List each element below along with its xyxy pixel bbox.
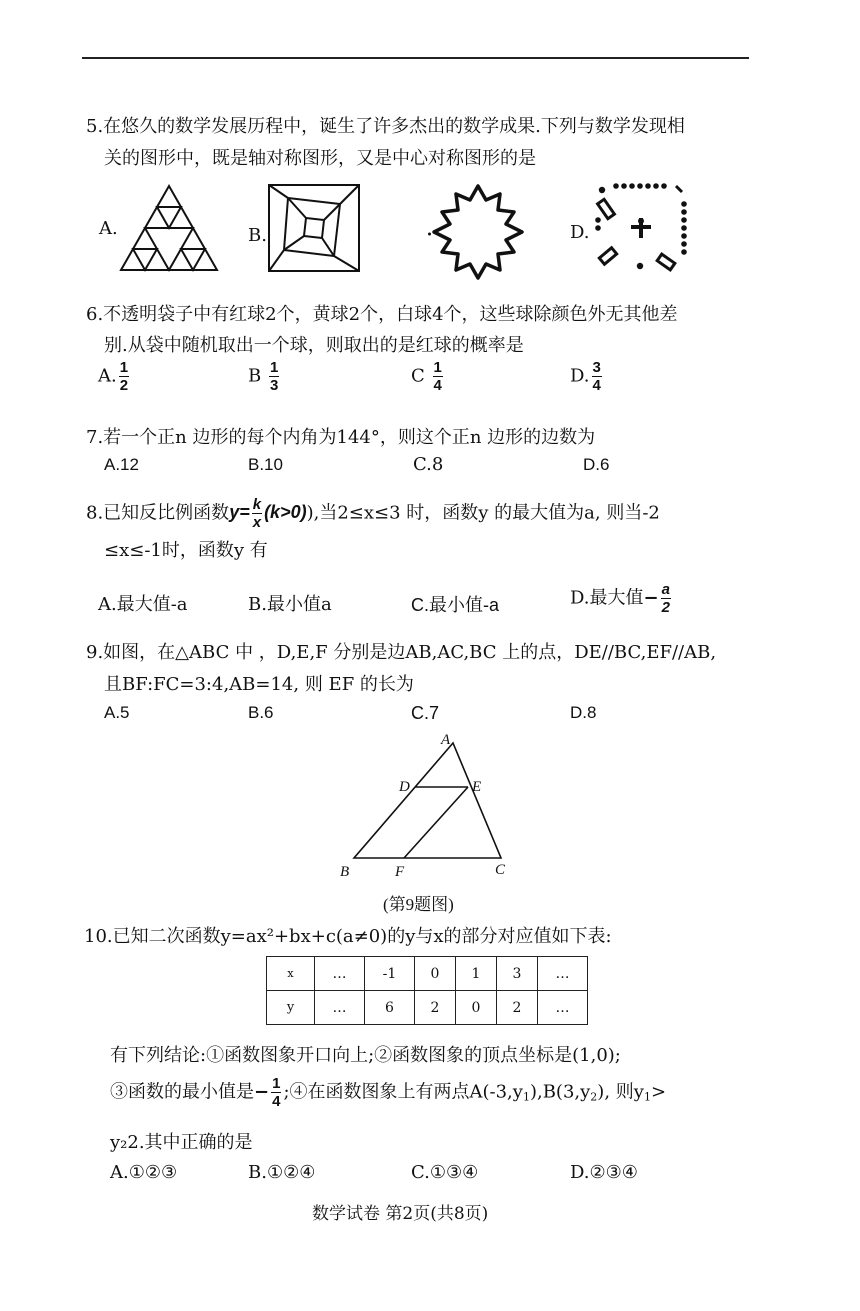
q5-line1: 5.在悠久的数学发展历程中，诞生了许多杰出的数学成果.下列与数学发现相	[86, 116, 685, 137]
q10-option-c[interactable]: C.①③④	[411, 1162, 479, 1183]
pinwheel-square-figure	[268, 184, 360, 272]
koch-snowflake-figure	[428, 182, 528, 282]
q9-option-a[interactable]: A.5	[104, 703, 130, 722]
table-cell: 6	[365, 991, 415, 1025]
triangle-abc-diagram	[336, 728, 516, 883]
table-cell: 0	[415, 957, 456, 991]
value-table	[266, 956, 588, 1025]
triangle-abc	[354, 743, 501, 858]
segment-ef	[404, 787, 468, 858]
table-cell: -1	[365, 957, 415, 991]
fraction-denominator: 4	[592, 377, 601, 394]
sierpinski-triangle-figure	[119, 184, 219, 274]
table-cell: 3	[497, 957, 538, 991]
q5-line2: 关的图形中，既是轴对称图形，又是中心对称图形的是	[104, 148, 536, 169]
table-cell: 2	[497, 991, 538, 1025]
header-rule	[82, 57, 749, 59]
q7-option-b[interactable]: B.10	[248, 455, 283, 474]
q8-option-d-fraction	[661, 582, 671, 615]
q10-question-end: y₂2.其中正确的是	[110, 1132, 253, 1153]
label-b: B	[340, 864, 350, 880]
table-cell: 2	[415, 991, 456, 1025]
fraction-numerator: 1	[272, 1075, 281, 1092]
q6-option-d[interactable]	[570, 360, 604, 393]
q6-line1: 6.不透明袋子中有红球2个，黄球2个，白球4个，这些球除颜色外无其他差	[86, 304, 678, 325]
q8-suffix: ),当2≤x≤3 时，函数y 的最大值为a, 则当-2	[306, 502, 660, 524]
q10-line1: 10.已知二次函数y=ax²+bx+c(a≠0)的y与x的部分对应值如下表:	[84, 926, 612, 947]
fraction-numerator: 1	[119, 359, 129, 376]
q7-line1: 7.若一个正n 边形的每个内角为144°，则这个正n 边形的边数为	[86, 427, 596, 448]
q8-option-b[interactable]: B.最小值a	[248, 594, 332, 615]
q8-function	[229, 496, 307, 531]
fraction-denominator: 2	[661, 599, 670, 616]
q6-option-d-fraction	[592, 360, 602, 393]
q6-option-d-label: D.	[570, 365, 590, 387]
q8-option-d-label: D.最大值	[570, 587, 644, 609]
minus-sign: −	[254, 1081, 270, 1103]
q8-function-fraction	[252, 497, 262, 530]
greater-than-sign: >	[650, 1081, 667, 1103]
q8-option-d[interactable]	[570, 582, 673, 615]
q10-conclusion3-text: ③函数的最小值是	[110, 1081, 254, 1103]
q10-option-a[interactable]: A.①②③	[110, 1162, 178, 1183]
q5-option-d-label: D.	[570, 222, 590, 243]
q8-option-a[interactable]: A.最大值-a	[98, 594, 188, 615]
q10-option-d[interactable]: D.②③④	[570, 1162, 638, 1183]
subscript: 1	[522, 1090, 530, 1104]
table-cell: …	[315, 991, 365, 1025]
fraction-denominator: 4	[433, 377, 442, 394]
q9-option-d[interactable]: D.8	[570, 703, 597, 722]
q6-option-a[interactable]	[98, 360, 131, 393]
q10-conclusion-line1: 有下列结论:①函数图象开口向上;②函数图象的顶点坐标是(1,0);	[110, 1045, 621, 1066]
label-d: D	[399, 779, 410, 795]
figure-9-caption: (第9题图)	[383, 895, 454, 914]
fraction-denominator: 4	[272, 1093, 281, 1110]
table-cell: 0	[456, 991, 497, 1025]
table-cell: …	[538, 957, 588, 991]
q5-option-a-label: A.	[99, 218, 118, 239]
q6-option-a-fraction	[119, 360, 129, 393]
q6-line2: 别.从袋中随机取出一个球，则取出的是红球的概率是	[104, 335, 524, 356]
table-row	[267, 991, 588, 1025]
q6-option-a-label: A.	[98, 365, 117, 387]
q10-conclusion4-text: ;④在函数图象上有两点A(-3,y	[283, 1081, 523, 1103]
fraction-denominator: x	[252, 514, 262, 531]
table-cell: …	[538, 991, 588, 1025]
table-cell: …	[315, 957, 365, 991]
fraction-denominator: 3	[269, 377, 279, 394]
q8-option-c[interactable]: C.最小值-a	[411, 595, 500, 615]
table-cell: y	[267, 991, 315, 1025]
subscript: 2	[590, 1090, 598, 1104]
minus-sign: −	[643, 587, 659, 609]
q10-conclusion-line2	[110, 1076, 666, 1109]
q9-option-c[interactable]: C.7	[411, 703, 440, 723]
q9-line1: 9.如图，在△ABC 中 ，D,E,F 分别是边AB,AC,BC 上的点，DE//BC,EF//AB,	[86, 642, 717, 663]
q8-function-condition: (k>0)	[264, 502, 307, 523]
page-footer: 数学试卷 第2页(共8页)	[312, 1204, 489, 1224]
q6-option-c-fraction	[433, 360, 443, 393]
label-a: A	[441, 732, 451, 748]
label-e: E	[472, 779, 482, 795]
q6-option-c-label: C	[411, 365, 425, 387]
table-row	[267, 957, 588, 991]
q8-function-lhs: y=	[229, 502, 250, 523]
table-cell: 1	[456, 957, 497, 991]
q6-option-b-fraction	[269, 360, 279, 393]
fraction-numerator: 1	[269, 359, 279, 376]
q5-option-b-label: B.	[248, 225, 267, 246]
label-f: F	[395, 864, 405, 880]
q7-option-c[interactable]: C.8	[413, 454, 444, 475]
q6-option-b-label: B	[248, 365, 262, 387]
q9-line2: 且BF:FC=3:4,AB=14, 则 EF 的长为	[104, 674, 414, 695]
q7-option-d[interactable]: D.6	[583, 455, 610, 474]
fraction-numerator: k	[252, 496, 262, 513]
q10-conclusion4-point-b: ),B(3,y	[529, 1081, 591, 1103]
q10-option-b[interactable]: B.①②④	[248, 1162, 316, 1183]
q8-line1	[86, 497, 660, 530]
label-c: C	[495, 862, 506, 878]
fraction-denominator: 2	[119, 377, 129, 394]
q7-option-a[interactable]: A.12	[104, 455, 139, 474]
subscript: 1	[643, 1090, 651, 1104]
q10-conclusion4-compare: ), 则y	[597, 1081, 644, 1103]
q8-prefix: 8.已知反比例函数	[86, 502, 230, 524]
fraction-numerator: a	[661, 581, 670, 598]
q9-option-b[interactable]: B.6	[248, 703, 274, 722]
fraction-numerator: 1	[433, 359, 442, 376]
q10-min-value-fraction	[271, 1076, 281, 1109]
table-cell: x	[267, 957, 315, 991]
q6-option-b[interactable]	[248, 360, 281, 393]
q8-line2: ≤x≤-1时，函数y 有	[104, 540, 268, 561]
dotted-square-pattern-figure	[594, 182, 690, 278]
fraction-numerator: 3	[592, 359, 601, 376]
q6-option-c[interactable]	[411, 360, 445, 393]
